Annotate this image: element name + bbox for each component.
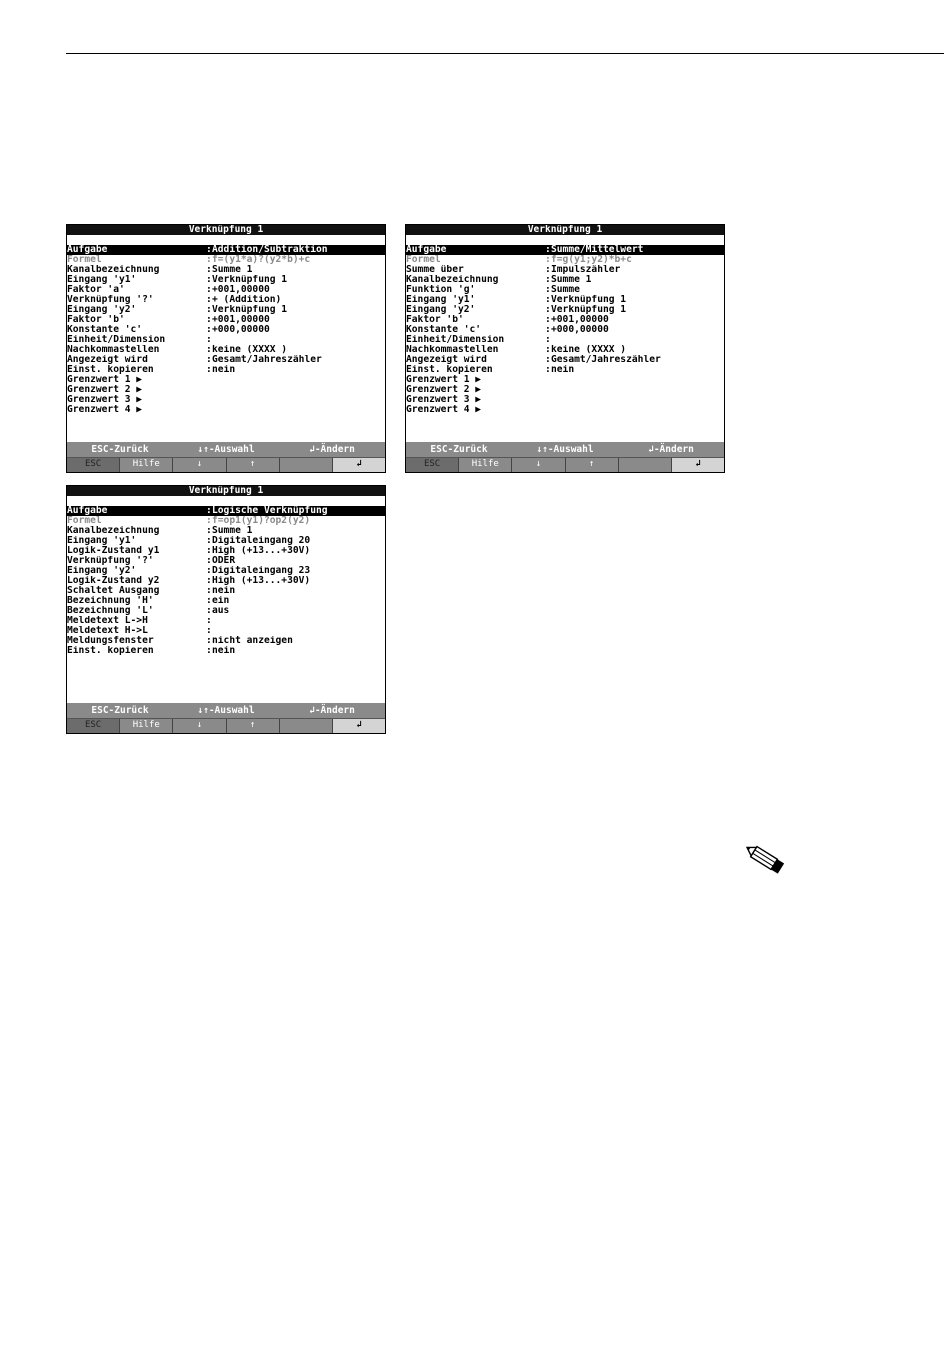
- setting-value: f=(y1*a)?(y2*b)+c: [212, 255, 311, 265]
- setting-value: +000,00000: [212, 325, 270, 335]
- setting-value: [551, 335, 724, 345]
- setting-label: Faktor 'b': [406, 315, 464, 325]
- setting-row[interactable]: [406, 275, 724, 285]
- setting-separator: :: [206, 314, 212, 325]
- setting-row[interactable]: [67, 275, 385, 285]
- setting-label: Eingang 'y1': [67, 275, 137, 285]
- setting-value: f=g(y1;y2)*b+c: [551, 255, 632, 265]
- setting-row[interactable]: [67, 305, 385, 315]
- setting-label: Grenzwert 4 ▶: [67, 405, 143, 415]
- pencil-icon: [738, 840, 790, 876]
- setting-label: Nachkommastellen: [406, 345, 499, 355]
- screen-logische-verknuepfung: [66, 485, 386, 734]
- setting-value: +001,00000: [212, 285, 270, 295]
- down-button[interactable]: ↓: [173, 458, 226, 473]
- setting-label: Kanalbezeichnung: [67, 526, 160, 536]
- setting-row[interactable]: [406, 305, 724, 315]
- setting-separator: :: [545, 364, 551, 375]
- setting-value: aus: [212, 606, 230, 616]
- setting-label: Konstante 'c': [67, 325, 143, 335]
- setting-row[interactable]: [67, 626, 385, 636]
- setting-value: ODER: [212, 556, 236, 566]
- setting-separator: :: [206, 244, 212, 255]
- setting-row[interactable]: [67, 566, 385, 576]
- setting-value: Summe 1: [212, 265, 253, 275]
- setting-row[interactable]: [67, 606, 385, 616]
- setting-row[interactable]: [406, 355, 724, 365]
- setting-row[interactable]: [406, 385, 724, 395]
- setting-value: Verknüpfung 1: [212, 305, 288, 315]
- setting-row[interactable]: [67, 365, 385, 375]
- setting-label: Bezeichnung 'H': [67, 596, 154, 606]
- setting-row[interactable]: [406, 285, 724, 295]
- setting-value: nein: [551, 365, 575, 375]
- setting-row[interactable]: [67, 265, 385, 275]
- setting-value: [212, 335, 385, 345]
- setting-row[interactable]: [406, 365, 724, 375]
- setting-value: [212, 626, 385, 636]
- setting-separator: :: [206, 254, 212, 265]
- setting-separator: :: [545, 244, 551, 255]
- hint-change: ↲-Ändern: [309, 705, 355, 716]
- setting-label: Funktion 'g': [406, 285, 476, 295]
- setting-label: Einheit/Dimension: [406, 335, 505, 345]
- setting-row[interactable]: [67, 516, 385, 526]
- setting-row[interactable]: [67, 325, 385, 335]
- setting-value: +001,00000: [212, 315, 270, 325]
- setting-value: Digitaleingang 20: [212, 536, 311, 546]
- setting-label: Grenzwert 4 ▶: [406, 405, 482, 415]
- setting-value: + (Addition): [212, 295, 282, 305]
- setting-label: Einst. kopieren: [406, 365, 493, 375]
- setting-label: Verknüpfung '?': [67, 295, 154, 305]
- setting-value: Summe 1: [551, 275, 592, 285]
- setting-value: [212, 616, 385, 626]
- setting-value: keine (XXXX ): [551, 345, 627, 355]
- setting-row[interactable]: [67, 616, 385, 626]
- setting-value: +000,00000: [551, 325, 609, 335]
- softkeys: [406, 457, 724, 473]
- setting-value: Verknüpfung 1: [551, 305, 627, 315]
- setting-row[interactable]: [67, 295, 385, 305]
- setting-label: Eingang 'y1': [67, 536, 137, 546]
- header-rule: [66, 53, 944, 54]
- setting-separator: :: [545, 254, 551, 265]
- setting-value: [206, 375, 385, 385]
- hint-select: ↓↑-Auswahl: [536, 444, 594, 455]
- setting-row[interactable]: [406, 295, 724, 305]
- help-button[interactable]: Hilfe: [120, 719, 173, 734]
- setting-row[interactable]: [67, 546, 385, 556]
- esc-button[interactable]: ESC: [67, 719, 120, 734]
- setting-value: [206, 395, 385, 405]
- settings-list: [67, 235, 385, 415]
- setting-separator: :: [545, 344, 551, 355]
- blank-button[interactable]: [280, 458, 333, 473]
- softkey-bar: [406, 442, 724, 472]
- up-button[interactable]: ↑: [227, 458, 280, 473]
- setting-value: Impulszähler: [551, 265, 621, 275]
- setting-label: Konstante 'c': [406, 325, 482, 335]
- setting-separator: :: [206, 625, 212, 636]
- setting-row[interactable]: [67, 385, 385, 395]
- screen-summe-mittelwert: [405, 224, 725, 473]
- setting-row[interactable]: [406, 335, 724, 345]
- setting-value: [545, 395, 724, 405]
- setting-label: Aufgabe: [67, 245, 108, 255]
- setting-row[interactable]: [406, 265, 724, 275]
- setting-separator: :: [206, 605, 212, 616]
- esc-button[interactable]: ESC: [67, 458, 120, 473]
- setting-value: Addition/Subtraktion: [212, 245, 328, 255]
- setting-row[interactable]: [67, 405, 385, 415]
- softkeys: [67, 718, 385, 734]
- help-button[interactable]: Hilfe: [459, 458, 512, 473]
- setting-label: Logik-Zustand y2: [67, 576, 160, 586]
- setting-separator: :: [545, 274, 551, 285]
- setting-value: Digitaleingang 23: [212, 566, 311, 576]
- setting-value: [206, 385, 385, 395]
- setting-separator: :: [206, 284, 212, 295]
- setting-row[interactable]: [406, 325, 724, 335]
- key-hints: [406, 442, 724, 457]
- setting-separator: :: [545, 304, 551, 315]
- setting-row[interactable]: [67, 335, 385, 345]
- setting-row[interactable]: [406, 405, 724, 415]
- setting-separator: :: [206, 505, 212, 516]
- setting-separator: :: [545, 264, 551, 275]
- setting-value: +001,00000: [551, 315, 609, 325]
- setting-value: ein: [212, 596, 230, 606]
- setting-label: Aufgabe: [406, 245, 447, 255]
- setting-row[interactable]: [406, 375, 724, 385]
- setting-label: Nachkommastellen: [67, 345, 160, 355]
- hint-back: ESC-Zurück: [91, 705, 149, 716]
- hint-back: ESC-Zurück: [430, 444, 488, 455]
- setting-label: Kanalbezeichnung: [406, 275, 499, 285]
- screen-addition-subtraktion: [66, 224, 386, 473]
- enter-button[interactable]: ↲: [672, 458, 724, 473]
- screen-title: Verknüpfung 1: [67, 486, 385, 496]
- setting-separator: :: [206, 545, 212, 556]
- setting-row[interactable]: [67, 636, 385, 646]
- setting-value: [545, 405, 724, 415]
- setting-separator: :: [206, 565, 212, 576]
- setting-separator: :: [206, 515, 212, 526]
- setting-row[interactable]: [406, 245, 724, 255]
- setting-value: nein: [212, 586, 236, 596]
- setting-separator: :: [545, 284, 551, 295]
- hint-select: ↓↑-Auswahl: [197, 705, 255, 716]
- setting-value: [206, 405, 385, 415]
- screen-title: Verknüpfung 1: [406, 225, 724, 235]
- setting-row[interactable]: [67, 255, 385, 265]
- setting-row[interactable]: [67, 526, 385, 536]
- settings-list: [67, 496, 385, 656]
- setting-row[interactable]: [67, 646, 385, 656]
- setting-label: Meldetext H->L: [67, 626, 148, 636]
- softkey-bar: [67, 703, 385, 733]
- key-hints: [67, 442, 385, 457]
- hint-select: ↓↑-Auswahl: [197, 444, 255, 455]
- setting-separator: :: [545, 294, 551, 305]
- help-button[interactable]: Hilfe: [120, 458, 173, 473]
- setting-value: High (+13...+30V): [212, 546, 311, 556]
- setting-label: Verknüpfung '?': [67, 556, 154, 566]
- setting-separator: :: [545, 354, 551, 365]
- setting-value: Summe/Mittelwert: [551, 245, 644, 255]
- setting-value: Gesamt/Jahreszähler: [551, 355, 661, 365]
- setting-separator: :: [545, 334, 551, 345]
- setting-label: Eingang 'y1': [406, 295, 476, 305]
- setting-separator: :: [206, 585, 212, 596]
- setting-separator: :: [545, 314, 551, 325]
- setting-value: keine (XXXX ): [212, 345, 288, 355]
- setting-separator: :: [206, 334, 212, 345]
- esc-button[interactable]: ESC: [406, 458, 459, 473]
- setting-label: Eingang 'y2': [67, 566, 137, 576]
- down-button[interactable]: ↓: [173, 719, 226, 734]
- setting-value: Gesamt/Jahreszähler: [212, 355, 322, 365]
- setting-separator: :: [206, 595, 212, 606]
- setting-label: Meldungsfenster: [67, 636, 154, 646]
- setting-label: Meldetext L->H: [67, 616, 148, 626]
- setting-row[interactable]: [67, 536, 385, 546]
- enter-button[interactable]: ↲: [333, 719, 385, 734]
- setting-value: f=op1(y1)?op2(y2): [212, 516, 311, 526]
- setting-separator: :: [206, 575, 212, 586]
- setting-separator: :: [206, 304, 212, 315]
- setting-label: Faktor 'b': [67, 315, 125, 325]
- setting-separator: :: [206, 535, 212, 546]
- hint-change: ↲-Ändern: [309, 444, 355, 455]
- blank-button[interactable]: [619, 458, 672, 473]
- setting-value: Summe 1: [212, 526, 253, 536]
- setting-separator: :: [206, 344, 212, 355]
- setting-label: Grenzwert 3 ▶: [406, 395, 482, 405]
- softkey-bar: [67, 442, 385, 472]
- setting-separator: :: [206, 645, 212, 656]
- hint-change: ↲-Ändern: [648, 444, 694, 455]
- setting-row[interactable]: [67, 315, 385, 325]
- setting-separator: :: [206, 635, 212, 646]
- setting-separator: :: [206, 294, 212, 305]
- setting-label: Aufgabe: [67, 506, 108, 516]
- setting-separator: :: [206, 354, 212, 365]
- setting-separator: :: [206, 274, 212, 285]
- setting-value: Summe: [551, 285, 580, 295]
- setting-row[interactable]: [67, 596, 385, 606]
- setting-value: High (+13...+30V): [212, 576, 311, 586]
- setting-label: Formel: [67, 255, 102, 265]
- setting-row[interactable]: [67, 285, 385, 295]
- setting-row[interactable]: [67, 576, 385, 586]
- setting-separator: :: [206, 364, 212, 375]
- softkeys: [67, 457, 385, 473]
- setting-value: Logische Verknüpfung: [212, 506, 328, 516]
- setting-row[interactable]: [406, 345, 724, 355]
- blank-button[interactable]: [280, 719, 333, 734]
- hint-back: ESC-Zurück: [91, 444, 149, 455]
- setting-label: Formel: [67, 516, 102, 526]
- setting-label: Grenzwert 2 ▶: [67, 385, 143, 395]
- setting-label: Angezeigt wird: [406, 355, 487, 365]
- setting-separator: :: [206, 555, 212, 566]
- setting-row[interactable]: [67, 395, 385, 405]
- setting-label: Eingang 'y2': [67, 305, 137, 315]
- setting-row[interactable]: [67, 345, 385, 355]
- setting-label: Logik-Zustand y1: [67, 546, 160, 556]
- setting-row[interactable]: [406, 395, 724, 405]
- setting-label: Grenzwert 2 ▶: [406, 385, 482, 395]
- up-button[interactable]: ↑: [566, 458, 619, 473]
- setting-value: Verknüpfung 1: [551, 295, 627, 305]
- setting-value: nicht anzeigen: [212, 636, 293, 646]
- screen-title: Verknüpfung 1: [67, 225, 385, 235]
- setting-label: Schaltet Ausgang: [67, 586, 160, 596]
- setting-row[interactable]: [67, 586, 385, 596]
- setting-row[interactable]: [67, 556, 385, 566]
- setting-label: Einst. kopieren: [67, 365, 154, 375]
- setting-label: Kanalbezeichnung: [67, 265, 160, 275]
- setting-label: Einst. kopieren: [67, 646, 154, 656]
- setting-label: Faktor 'a': [67, 285, 125, 295]
- setting-label: Eingang 'y2': [406, 305, 476, 315]
- key-hints: [67, 703, 385, 718]
- setting-row[interactable]: [406, 315, 724, 325]
- setting-value: nein: [212, 365, 236, 375]
- down-button[interactable]: ↓: [512, 458, 565, 473]
- setting-label: Grenzwert 3 ▶: [67, 395, 143, 405]
- setting-row[interactable]: [67, 375, 385, 385]
- setting-label: Bezeichnung 'L': [67, 606, 154, 616]
- settings-list: [406, 235, 724, 415]
- setting-separator: :: [545, 324, 551, 335]
- setting-value: Verknüpfung 1: [212, 275, 288, 285]
- setting-row[interactable]: [67, 355, 385, 365]
- setting-label: Angezeigt wird: [67, 355, 148, 365]
- setting-value: [545, 375, 724, 385]
- setting-row[interactable]: [406, 255, 724, 265]
- setting-label: Formel: [406, 255, 441, 265]
- setting-label: Summe über: [406, 265, 464, 275]
- setting-label: Einheit/Dimension: [67, 335, 166, 345]
- setting-label: Grenzwert 1 ▶: [406, 375, 482, 385]
- setting-separator: :: [206, 324, 212, 335]
- up-button[interactable]: ↑: [227, 719, 280, 734]
- setting-row[interactable]: [67, 506, 385, 516]
- enter-button[interactable]: ↲: [333, 458, 385, 473]
- setting-value: [545, 385, 724, 395]
- setting-separator: :: [206, 525, 212, 536]
- setting-value: nein: [212, 646, 236, 656]
- setting-separator: :: [206, 264, 212, 275]
- setting-separator: :: [206, 615, 212, 626]
- setting-label: Grenzwert 1 ▶: [67, 375, 143, 385]
- setting-row[interactable]: [67, 245, 385, 255]
